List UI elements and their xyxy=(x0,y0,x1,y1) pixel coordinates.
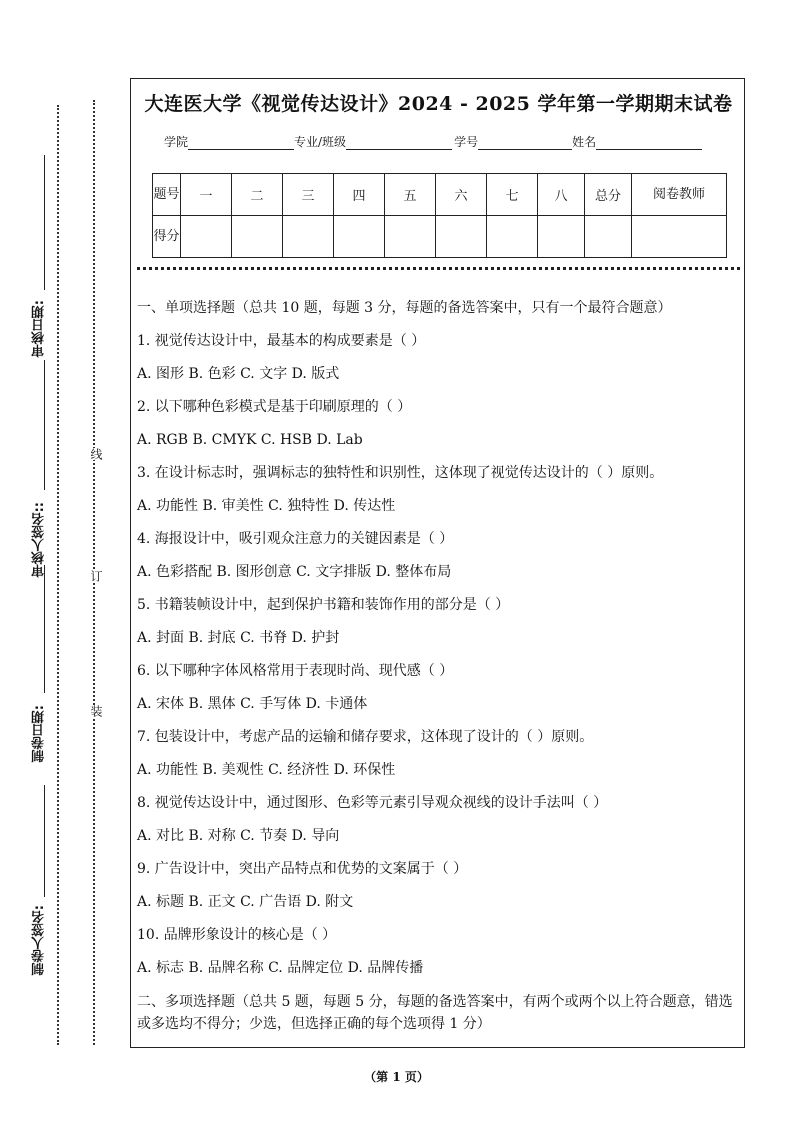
score-col-1: 一 xyxy=(181,174,232,216)
binding-text-ding: 订 xyxy=(89,570,103,582)
margin-label-review-date: 审核日期: xyxy=(32,300,47,358)
score-cell[interactable] xyxy=(538,216,585,258)
score-table xyxy=(152,173,727,258)
score-cell[interactable] xyxy=(283,216,334,258)
question-6-options: A. 宋体 B. 黑体 C. 手写体 D. 卡通体 xyxy=(137,696,368,712)
question-3: 3. 在设计标志时，强调标志的独特性和识别性，这体现了视觉传达设计的（ ）原则。 xyxy=(137,465,664,481)
student-info-row xyxy=(164,133,702,150)
margin-label-author-date: 制卷日期: xyxy=(32,705,47,763)
question-8-options: A. 对比 B. 对称 C. 节奏 D. 导向 xyxy=(137,828,340,844)
score-cell[interactable] xyxy=(181,216,232,258)
score-col-4: 四 xyxy=(334,174,385,216)
exam-content xyxy=(137,292,742,1035)
question-2: 2. 以下哪种色彩模式是基于印刷原理的（ ） xyxy=(137,399,412,415)
score-cell[interactable] xyxy=(487,216,538,258)
score-table-header-row xyxy=(153,174,727,216)
score-col-2: 二 xyxy=(232,174,283,216)
margin-label-author: 制卷人签名: xyxy=(32,905,47,976)
score-col-total: 总分 xyxy=(585,174,632,216)
section1-heading: 一、单项选择题（总共 10 题，每题 3 分，每题的备选答案中，只有一个最符合题意） xyxy=(137,300,672,316)
score-cell[interactable] xyxy=(436,216,487,258)
exam-frame xyxy=(130,78,745,1048)
exam-title: 大连医大学《视觉传达设计》2024 - 2025 学年第一学期期末试卷 xyxy=(144,93,733,115)
question-7-options: A. 功能性 B. 美观性 C. 经济性 D. 环保性 xyxy=(137,762,396,778)
field-label-name: 姓名 xyxy=(572,135,597,149)
dotted-separator xyxy=(137,267,740,270)
margin-label-reviewer: 审核人签名:: xyxy=(32,502,47,578)
margin-dotted-line-outer xyxy=(57,105,59,1045)
score-col-8: 八 xyxy=(538,174,585,216)
question-10-options: A. 标志 B. 品牌名称 C. 品牌定位 D. 品牌传播 xyxy=(137,960,424,976)
name-blank[interactable] xyxy=(596,137,702,150)
field-label-student-id: 学号 xyxy=(454,135,479,149)
question-9-options: A. 标题 B. 正文 C. 广告语 D. 附文 xyxy=(137,894,354,910)
question-1: 1. 视觉传达设计中，最基本的构成要素是（ ） xyxy=(137,333,426,349)
score-cell[interactable] xyxy=(385,216,436,258)
margin-line-reviewer xyxy=(44,360,45,490)
score-table-score-row xyxy=(153,216,727,258)
score-cell[interactable] xyxy=(632,216,727,258)
score-cell[interactable] xyxy=(334,216,385,258)
score-cell[interactable] xyxy=(585,216,632,258)
question-4: 4. 海报设计中，吸引观众注意力的关键因素是（ ） xyxy=(137,531,454,547)
question-3-options: A. 功能性 B. 审美性 C. 独特性 D. 传达性 xyxy=(137,498,396,514)
question-6: 6. 以下哪种字体风格常用于表现时尚、现代感（ ） xyxy=(137,663,454,679)
question-7: 7. 包装设计中，考虑产品的运输和储存要求，这体现了设计的（ ）原则。 xyxy=(137,729,594,745)
score-cell[interactable] xyxy=(232,216,283,258)
field-label-college: 学院 xyxy=(164,135,189,149)
margin-line-author-date xyxy=(44,565,45,693)
score-col-3: 三 xyxy=(283,174,334,216)
major-blank[interactable] xyxy=(346,137,452,150)
college-blank[interactable] xyxy=(188,137,294,150)
score-table-row-label-question: 题号 xyxy=(153,174,181,216)
margin-line-author xyxy=(44,785,45,897)
section2-heading: 二、多项选择题（总共 5 题，每题 5 分，每题的备选答案中，有两个或两个以上符合题意，错选或多选均不得分；少选，但选择正确的每个选项得 1 分） xyxy=(137,994,733,1032)
field-label-major: 专业/班级 xyxy=(294,135,347,149)
question-2-options: A. RGB B. CMYK C. HSB D. Lab xyxy=(137,432,363,448)
question-10: 10. 品牌形象设计的核心是（ ） xyxy=(137,927,337,943)
binding-text-zhuang: 装 xyxy=(89,705,103,717)
question-5-options: A. 封面 B. 封底 C. 书脊 D. 护封 xyxy=(137,630,340,646)
binding-text-xian: 线 xyxy=(89,448,103,460)
score-col-7: 七 xyxy=(487,174,538,216)
student-id-blank[interactable] xyxy=(478,137,572,150)
question-5: 5. 书籍装帧设计中，起到保护书籍和装饰作用的部分是（ ） xyxy=(137,597,510,613)
score-col-6: 六 xyxy=(436,174,487,216)
score-col-5: 五 xyxy=(385,174,436,216)
page-number: （第 1 页） xyxy=(364,1070,429,1084)
score-table-row-label-score: 得分 xyxy=(153,216,181,258)
question-4-options: A. 色彩搭配 B. 图形创意 C. 文字排版 D. 整体布局 xyxy=(137,564,452,580)
question-1-options: A. 图形 B. 色彩 C. 文字 D. 版式 xyxy=(137,366,340,382)
question-9: 9. 广告设计中，突出产品特点和优势的文案属于（ ） xyxy=(137,861,468,877)
margin-line-review-date xyxy=(44,155,45,290)
question-8: 8. 视觉传达设计中，通过图形、色彩等元素引导观众视线的设计手法叫（ ） xyxy=(137,795,608,811)
score-col-grader: 阅卷教师 xyxy=(632,174,727,216)
